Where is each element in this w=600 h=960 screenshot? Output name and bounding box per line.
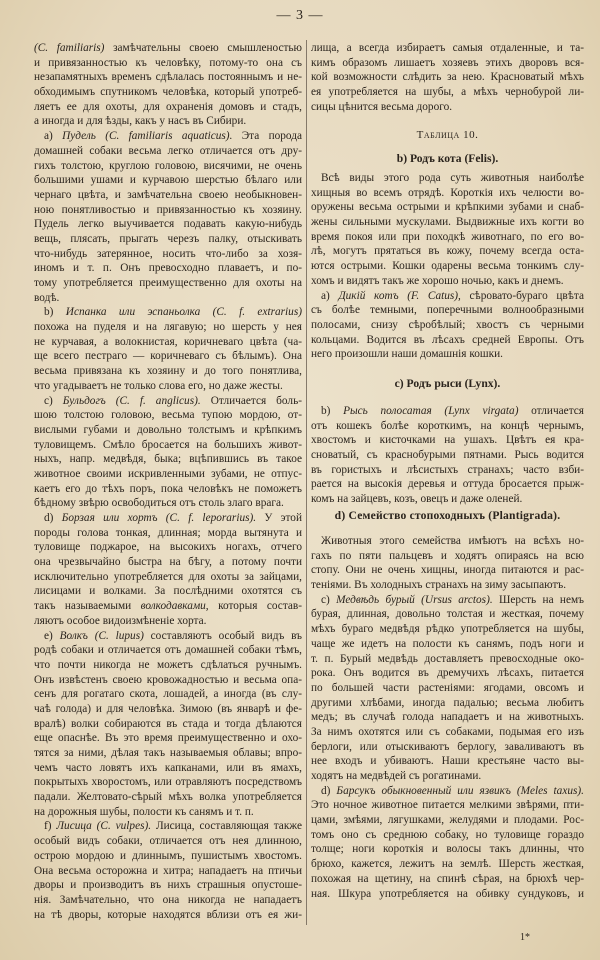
text-segment: бурая, длинная, довольно толстая и жесткая, почему: [311, 608, 584, 621]
text-segment: похожа на пуделя и на лягавую; но шерсть у нея: [34, 321, 302, 334]
text-segment: а иногда и для ѣзды, какъ у насъ въ Сибири.: [34, 115, 247, 128]
text-segment: на дорожныя шубы, полости къ санямъ и т. п.: [34, 805, 254, 818]
text-line: [311, 622, 584, 637]
text-line: [311, 563, 584, 578]
paragraph: [34, 41, 302, 129]
species-name: Испанка или эспаньолка (C. f. extrarius): [65, 306, 302, 319]
text-segment: такъ называемыми: [34, 600, 141, 613]
text-segment: ныхъ, напр. медвѣдя, быка; вцѣпившись въ такое: [34, 453, 302, 466]
paragraph: [34, 511, 302, 629]
text-line: [34, 408, 302, 423]
text-segment: весьма привязана къ хозяину и до того понятлива,: [34, 365, 302, 378]
fox-continuation: [311, 41, 584, 114]
text-segment: a): [44, 130, 63, 143]
text-line: [34, 482, 302, 497]
text-segment: что почти никогда не можетъ сдѣлаться ручнымъ.: [34, 658, 302, 671]
text-line: [311, 274, 584, 289]
text-line: [34, 584, 302, 599]
text-line: [311, 534, 584, 549]
text-segment: покрытыхъ хворостомъ, или отравляютъ посредствомъ: [34, 776, 302, 789]
paragraph: [34, 629, 302, 820]
text-line: [311, 784, 584, 799]
text-line: [311, 347, 584, 362]
page-number: — 3 —: [276, 8, 324, 23]
text-segment: на тѣ дворы, которые находятся вблизи отъ ея жи-: [34, 908, 302, 921]
text-segment: тятся за ними, дѣлая такъ называемыя облавы; впро-: [34, 747, 302, 759]
text-segment: падали. Желтовато-сѣрый мѣхъ волка употребляется: [34, 791, 302, 804]
text-segment: теніями. Въ холодныхъ странахъ на зиму засыпаютъ.: [311, 579, 567, 592]
section-heading-plantigrada: d) Семейство стопоходныхъ (Plantigrada).: [334, 509, 561, 522]
text-line: [34, 379, 302, 394]
text-line: [34, 555, 302, 570]
text-line: [311, 70, 584, 85]
text-segment: вислыми губами и довольно толстымъ и крѣпкимъ: [34, 423, 302, 436]
text-segment: Эта порода: [232, 130, 303, 143]
text-line: [34, 232, 302, 247]
text-line: [34, 70, 302, 85]
text-line: [311, 607, 584, 622]
text-line: [311, 404, 584, 419]
text-line: [311, 887, 584, 902]
section-heading-felis: b) Родъ кота (Felis).: [396, 152, 499, 165]
text-line: [311, 433, 584, 448]
text-line: [311, 828, 584, 843]
text-segment: лисицами и волками. За послѣдними охотятся съ: [34, 585, 302, 598]
text-line: [34, 643, 302, 658]
text-segment: сѣровато-бураго цвѣта: [460, 289, 584, 302]
text-line: [311, 857, 584, 872]
text-line: [311, 813, 584, 828]
text-line: [311, 492, 584, 507]
text-line: [34, 261, 302, 276]
text-segment: водѣ.: [34, 291, 60, 304]
text-segment: туловище поджарое, на высокихъ ногахъ, отчего: [34, 541, 302, 554]
text-segment: особый видъ собаки, отличается отъ нея длинною,: [34, 835, 302, 848]
text-line: [34, 129, 302, 144]
text-segment: похожая на щетину, на спинѣ сѣрая, на брюхѣ чер-: [311, 872, 584, 885]
species-name: волкодавками,: [140, 600, 209, 613]
text-segment: что угадываетъ не только слова его, но даже жесты.: [34, 379, 283, 392]
text-line: [311, 448, 584, 463]
text-line: [311, 725, 584, 740]
species-name: Барсукъ обыкновенный или язвикъ (Meles taxus).: [336, 784, 584, 797]
text-line: [34, 291, 302, 306]
species-name: Медвѣдь бурый (Ursus arctos).: [336, 593, 493, 606]
plantigrada-section: [311, 534, 584, 901]
text-line: [34, 849, 302, 864]
text-line: [34, 570, 302, 585]
text-line: [311, 171, 584, 186]
text-segment: хищныя во всемъ отрядѣ. Короткія ихъ челюсти во-: [311, 186, 584, 199]
species-name: Бульдогъ (C. f. anglicus).: [62, 394, 201, 407]
text-line: [34, 114, 302, 129]
species-name: Лисица (C. vulpes).: [56, 820, 152, 833]
text-segment: оружены весьма острыми и крѣпкими зубами и снаб-: [311, 201, 584, 214]
text-line: [34, 893, 302, 908]
paragraph: [34, 129, 302, 305]
text-line: [311, 740, 584, 755]
text-line: [34, 599, 302, 614]
text-line: [311, 303, 584, 318]
text-line: [311, 652, 584, 667]
text-segment: комъ на зайцевъ, козъ, овецъ и даже оленей.: [311, 493, 523, 506]
text-segment: ною понятливостью и привязанностью къ хозяину.: [34, 203, 302, 216]
text-line: [34, 217, 302, 232]
column-divider: [306, 40, 307, 925]
text-line: [311, 842, 584, 857]
paragraph: [311, 534, 584, 593]
text-line: [34, 364, 302, 379]
text-segment: ляютъ особое видоизмѣненіе хорта.: [34, 614, 207, 627]
text-segment: животное своими искривленными зубами, не отпус-: [34, 467, 302, 480]
text-line: [34, 629, 302, 644]
text-line: [34, 56, 302, 71]
text-segment: хвостомъ и кисточками на ушахъ. Цвѣтъ ея кра-: [311, 434, 584, 447]
text-line: [34, 775, 302, 790]
text-line: [311, 230, 584, 245]
paragraph: [311, 171, 584, 289]
text-segment: бѣдному звѣрю освободиться отъ столь злаго врага.: [34, 497, 284, 510]
text-segment: Она весьма осторожна и хитра; нападаетъ на птичьи: [34, 864, 302, 877]
text-line: [311, 85, 584, 100]
text-segment: составляютъ особый видъ въ: [143, 629, 303, 642]
text-line: [34, 203, 302, 218]
text-line: [34, 467, 302, 482]
text-segment: обходимымъ спутникомъ человѣка, который употреб-: [34, 86, 302, 99]
text-segment: кимъ образомъ лишаетъ хозяевъ этихъ дворовъ вся-: [311, 56, 584, 69]
text-line: [34, 717, 302, 732]
text-segment: исключительно употребляется для охоты за зайцами,: [34, 570, 302, 583]
text-segment: каетъ его до тѣхъ поръ, пока человѣкъ не поможетъ: [34, 482, 302, 495]
text-segment: незапамятныхъ временъ сдѣлалась постояннымъ и не-: [34, 71, 302, 84]
text-segment: кой возможности слѣдить за нею. Красноватый мѣхъ: [311, 71, 584, 84]
text-segment: иномъ и т. п. Онъ превосходно плаваетъ, и по-: [34, 262, 302, 275]
text-segment: Онъ извѣстенъ своею кровожадностью и весьма опа-: [34, 673, 302, 686]
text-segment: чернаго цвѣта, и замѣчательна своею необыкновен-: [34, 188, 302, 201]
text-segment: Животныя этого семейства имѣютъ на всѣхъ но-: [321, 535, 584, 547]
text-segment: родѣ собаки и отличается отъ домашней собаки тѣмъ,: [34, 644, 302, 657]
text-line: [34, 878, 302, 893]
text-line: [311, 56, 584, 71]
text-line: [311, 477, 584, 492]
text-line: [34, 188, 302, 203]
text-segment: него произошли наши домашнія кошки.: [311, 348, 503, 361]
text-line: [34, 761, 302, 776]
text-segment: У этой: [256, 512, 303, 524]
text-line: [34, 320, 302, 335]
text-line: [311, 463, 584, 478]
text-line: [34, 614, 302, 629]
text-segment: толще; ноги короткія и волосы такъ длинны, что: [311, 843, 584, 856]
text-segment: медъ; въ случаѣ голода нападаетъ и на животныхъ.: [311, 711, 584, 724]
paragraph: [34, 819, 302, 922]
text-line: [311, 200, 584, 215]
text-line: [311, 186, 584, 201]
text-segment: берлоги, или отыскиваютъ берлогу, заваливаютъ въ: [311, 740, 584, 753]
text-segment: полосами, снизу сѣробѣлый; хвостъ съ черными: [311, 318, 584, 331]
text-line: [34, 819, 302, 834]
text-segment: d): [321, 784, 337, 797]
text-segment: Пудель легко выучивается подавать какую-нибудь: [34, 218, 302, 231]
text-segment: время покоя или при походкѣ животнаго, по его во-: [311, 230, 584, 243]
text-line: [34, 276, 302, 291]
text-segment: вралѣ) волки собираются въ стада и тогда дѣлаются: [34, 717, 302, 730]
text-segment: a): [321, 289, 339, 302]
text-segment: брюхо, кажется, лежитъ на землѣ. Шерсть жесткая,: [311, 858, 584, 871]
text-line: [34, 790, 302, 805]
text-segment: съ болѣе темными, поперечными волнообразными: [311, 304, 584, 317]
text-segment: d): [44, 512, 62, 524]
text-segment: ная. Шкура употребляется на обивку сундуковъ, и: [311, 887, 584, 900]
text-segment: шою толстою головою, весьма тупою мордою, от-: [34, 409, 302, 422]
text-segment: Лисица, составляющая также: [151, 820, 302, 833]
paragraph: [311, 784, 584, 902]
text-segment: гихъ толстою, круглою головою, висячими, не очень: [34, 159, 302, 172]
text-line: [311, 333, 584, 348]
text-segment: рается на высокія деревья и оттуда бросается прыж-: [311, 478, 584, 491]
text-segment: и привязанностью къ человѣку, потому-то она съ: [34, 56, 302, 69]
text-segment: замѣчательны своею смышленостью: [104, 42, 302, 54]
text-line: [34, 144, 302, 159]
text-line: [34, 496, 302, 511]
text-line: [311, 259, 584, 274]
text-segment: e): [44, 629, 60, 642]
text-segment: лища, а всегда избираетъ самыя отдаленные, и та-: [311, 42, 584, 54]
text-line: [311, 289, 584, 304]
text-segment: ляетъ ее для охоты, для охраненія домовъ и стадъ,: [34, 100, 302, 113]
text-segment: b): [321, 405, 344, 417]
text-segment: За нимъ охотятся или съ собаками, подымая его изъ: [311, 725, 584, 738]
text-segment: c): [321, 593, 337, 606]
text-segment: мѣхъ бураго медвѣдя рѣдко употребляется на шубы,: [311, 623, 584, 636]
text-segment: тому употребляется преимущественно для охоты на: [34, 277, 302, 289]
text-line: [311, 872, 584, 887]
species-name: Рысь полосатая (Lynx virgata): [343, 405, 519, 417]
text-segment: b): [44, 306, 66, 319]
text-line: [34, 746, 302, 761]
text-line: [34, 159, 302, 174]
text-segment: не курчавая, а волокнистая, коричневаго цвѣта (ча-: [34, 335, 302, 348]
text-line: [34, 41, 302, 56]
paragraph: [34, 394, 302, 512]
text-segment: другими хлѣбами, иногда падалью; весьма любитъ: [311, 696, 584, 709]
text-segment: ея употребляется на шубы, а мѣхъ чернобурой ли-: [311, 86, 584, 99]
text-line: [311, 754, 584, 769]
text-line: [311, 215, 584, 230]
text-line: [34, 173, 302, 188]
text-line: [34, 247, 302, 262]
text-segment: по большей части растеніями: ягодами, овсомъ и: [311, 681, 584, 694]
text-line: [311, 696, 584, 711]
species-name: (C. familiaris): [34, 42, 105, 54]
text-segment: нія. Замѣчательно, что она никогда не нападаетъ: [34, 893, 302, 906]
text-segment: большими ушами и курчавою шерстью бѣлаго или: [34, 174, 302, 187]
text-line: [34, 702, 302, 717]
text-segment: рока. Онъ водится въ дремучихъ лѣсахъ, питается: [311, 667, 584, 680]
species-name: Волкъ (C. lupus): [59, 629, 144, 642]
text-line: [34, 805, 302, 820]
text-line: [311, 318, 584, 333]
text-line: [311, 681, 584, 696]
species-name: Пудель (C. familiaris aquaticus).: [62, 130, 233, 143]
text-line: [34, 511, 302, 526]
text-line: [34, 394, 302, 409]
text-line: [311, 100, 584, 115]
text-line: [311, 549, 584, 564]
text-line: [34, 687, 302, 702]
text-segment: Шерсть на немъ: [492, 593, 584, 606]
text-segment: цами, змѣями, лягушками, желудями и плодами. Рос-: [311, 814, 584, 827]
text-line: [34, 85, 302, 100]
text-line: [34, 100, 302, 115]
text-segment: въ гористыхъ и лѣсистыхъ странахъ; часто взби-: [311, 463, 584, 476]
text-segment: чаѣ голода) и для человѣка. Зимою (въ январѣ и фе-: [34, 702, 302, 715]
text-segment: сицы цѣнится весьма дорого.: [311, 100, 453, 113]
text-line: [311, 578, 584, 593]
text-segment: чаще же идетъ на полости къ санямъ, подъ ноги и: [311, 637, 584, 650]
text-segment: кольцами. Водится въ лѣсахъ средней Европы. Отъ: [311, 333, 584, 346]
text-segment: Это ночное животное питается мелкими звѣрями, пти-: [311, 799, 584, 812]
text-segment: нее входъ и убиваютъ. Наши крестьяне часто вы-: [311, 755, 584, 768]
text-segment: отъ кошекъ болѣе короткимъ, на концѣ чернымъ,: [311, 419, 584, 432]
text-segment: дворы и производитъ въ нихъ страшныя опустоше-: [34, 879, 302, 892]
text-line: [311, 769, 584, 784]
species-name: Борзая или хортъ (C. f. leporarius).: [61, 512, 257, 524]
text-line: [34, 438, 302, 453]
text-segment: ще всего пестраго — коричневаго съ бѣлымъ). Она: [34, 350, 302, 363]
text-segment: томъ оно съ среднюю собаку, но туловище гораздо: [311, 828, 584, 841]
text-line: [34, 540, 302, 555]
text-line: [311, 593, 584, 608]
text-segment: ются острыми. Кошки одарены весьма тонкимъ слу-: [311, 260, 584, 273]
text-line: [34, 731, 302, 746]
text-segment: вещь, плясать, прыгать черезъ палку, отыскивать: [34, 232, 302, 245]
section-heading-lynx: c) Родъ рыси (Lynx).: [394, 377, 501, 390]
paragraph: [311, 289, 584, 362]
text-line: [34, 349, 302, 364]
text-segment: чемъ часто ловятъ ихъ капканами, или въ ямахъ,: [34, 761, 302, 774]
text-segment: она чрезвычайно быстра на бѣгу, а потому почти: [34, 556, 302, 569]
text-segment: домашней собаки весьма легко отличается отъ дру-: [34, 144, 302, 157]
text-line: [34, 864, 302, 879]
text-segment: туловищемъ. Смѣло бросается на большихъ живот-: [34, 438, 302, 451]
text-line: [34, 305, 302, 320]
text-segment: гахъ по пяти пальцевъ и ходятъ опираясь на всю: [311, 549, 584, 562]
text-segment: породы голова тонкая, длинная; морда вытянута и: [34, 526, 302, 539]
species-name: Дикій котъ (F. Catus),: [338, 289, 461, 302]
text-segment: c): [44, 394, 63, 407]
text-segment: которыя состав-: [208, 600, 303, 613]
text-segment: стопу. Они не очень хищны, иногда питаются и рас-: [311, 564, 584, 577]
text-line: [311, 41, 584, 56]
text-segment: сноватый, съ краснобурыми пятнами. Рысь водится: [311, 449, 584, 462]
text-line: [34, 335, 302, 350]
paragraph: [311, 41, 584, 114]
text-line: [34, 673, 302, 688]
text-segment: острою мордою и длиннымъ, пушистымъ хвостомъ.: [34, 849, 302, 862]
text-line: [34, 908, 302, 923]
text-line: [311, 666, 584, 681]
text-line: [34, 423, 302, 438]
felis-section: [311, 171, 584, 362]
text-line: [311, 244, 584, 259]
signature-mark: 1*: [520, 932, 530, 943]
paragraph: [311, 404, 584, 507]
text-segment: сенъ для рогатаго скота, лошадей, а иногда (въ слу-: [34, 688, 302, 701]
paragraph: [34, 305, 302, 393]
text-segment: f): [44, 820, 57, 833]
text-segment: Всѣ виды этого рода суть животныя наиболѣе: [321, 172, 584, 184]
text-line: [34, 834, 302, 849]
text-segment: лѣ, могутъ прятаться въ кожу, почему всегда оста-: [311, 245, 584, 258]
text-line: [311, 419, 584, 434]
text-segment: еще опаснѣе. Въ это время преимущественно и охо-: [34, 732, 302, 745]
text-segment: жены сильными мускулами. Выдвижные ихъ когти во: [311, 216, 584, 229]
text-segment: ходятъ на медвѣдей съ рогатинами.: [311, 770, 482, 782]
text-segment: Отличается боль-: [200, 394, 302, 407]
lynx-section: [311, 404, 584, 507]
text-line: [311, 710, 584, 725]
table-heading: Таблица 10.: [416, 129, 479, 141]
text-line: [34, 452, 302, 467]
text-segment: хомъ и видятъ такъ же хорошо ночью, какъ и днемъ.: [311, 274, 564, 287]
text-line: [34, 526, 302, 541]
text-line: [311, 637, 584, 652]
text-segment: что-нибудь затерянное, носить что-либо за хозя-: [34, 247, 302, 260]
left-column: [34, 41, 302, 922]
text-line: [34, 658, 302, 673]
text-line: [311, 798, 584, 813]
text-segment: т. п. Бурый медвѣдь доставляетъ превосходные око-: [311, 652, 584, 665]
text-segment: отличается: [518, 405, 584, 417]
paragraph: [311, 593, 584, 784]
